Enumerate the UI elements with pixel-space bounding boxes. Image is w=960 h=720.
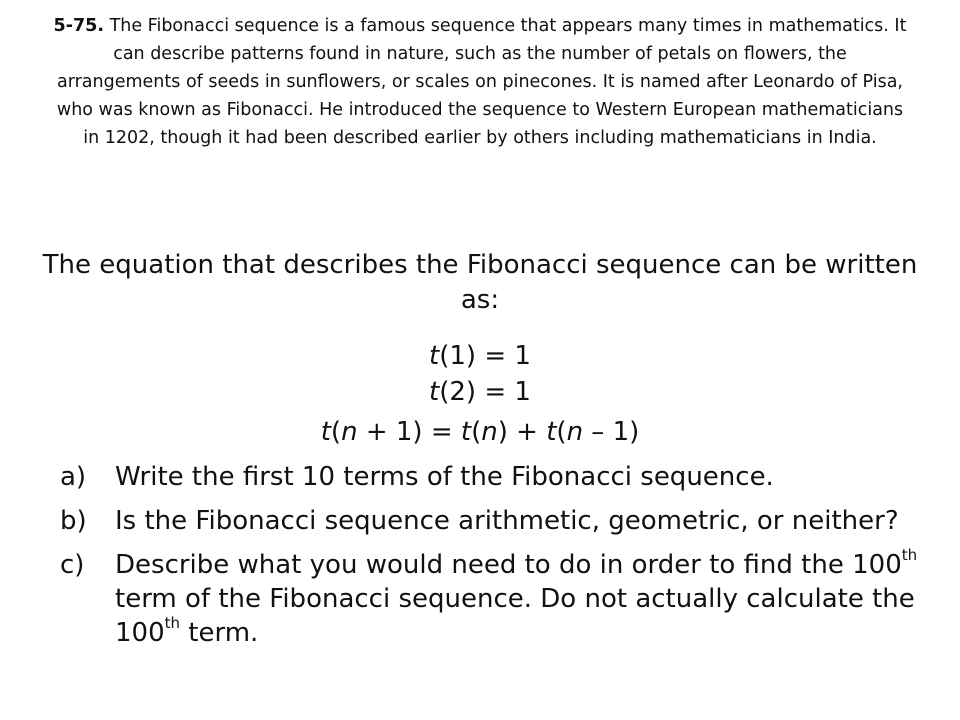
question-b-marker: b): [60, 506, 87, 536]
eq3-part: (: [471, 417, 482, 447]
intro-paragraph: [50, 12, 910, 152]
eq3-part: + 1) =: [357, 417, 461, 447]
equation-t2-rest: (2) = 1: [439, 377, 531, 407]
question-list: [60, 460, 920, 660]
question-a-marker: a): [60, 462, 87, 492]
eq3-part: n: [566, 417, 584, 447]
equation-t1: [0, 339, 960, 374]
question-c: [60, 548, 920, 650]
question-b: [60, 504, 920, 538]
eq3-part: (: [556, 417, 567, 447]
eq3-part: n: [341, 417, 358, 447]
question-c-text-part: Describe what you would need to do in order to find the 100: [115, 550, 902, 580]
question-c-text: [115, 548, 920, 650]
equation-recursive: [0, 415, 960, 450]
eq3-part: t: [320, 417, 331, 447]
question-a-text: Write the first 10 terms of the Fibonacci sequence.: [115, 462, 774, 492]
eq3-part: (: [330, 417, 342, 447]
problem-number: 5-75.: [53, 16, 104, 36]
question-c-text-part: term.: [180, 618, 259, 648]
ordinal-suffix: th: [164, 614, 181, 633]
intro-text: The Fibonacci sequence is a famous sequence that appears many times in mathematics. It can describe patterns found in nature, such as the number of petals on flowers, the arrangements of seeds in sunflowers, or scales on pinecones. It is named after Leonardo of Pisa, who was known as Fibonacci. He introduced the sequence to Western European mathematicians in 1202, though it had been described earlier by others including mathematicians in India.: [56, 16, 907, 148]
question-a: [60, 460, 920, 494]
equation-t2-fn: t: [429, 377, 440, 407]
eq3-part: ) +: [497, 417, 547, 447]
eq3-part: t: [546, 417, 557, 447]
eq3-part: n: [481, 417, 498, 447]
eq3-part: t: [460, 417, 472, 447]
equation-t1-rest: (1) = 1: [439, 341, 531, 371]
eq3-part: – 1): [583, 417, 640, 447]
equation-t1-fn: t: [429, 341, 440, 371]
question-c-marker: c): [60, 550, 85, 580]
question-c-text-part: term of the Fibonacci sequence. Do not actually calculate the 100: [115, 584, 915, 648]
lead-sentence: The equation that describes the Fibonacci sequence can be written as:: [42, 250, 918, 315]
ordinal-suffix: th: [901, 546, 918, 565]
equation-t2: [0, 375, 960, 410]
question-b-text: Is the Fibonacci sequence arithmetic, geometric, or neither?: [115, 506, 899, 536]
